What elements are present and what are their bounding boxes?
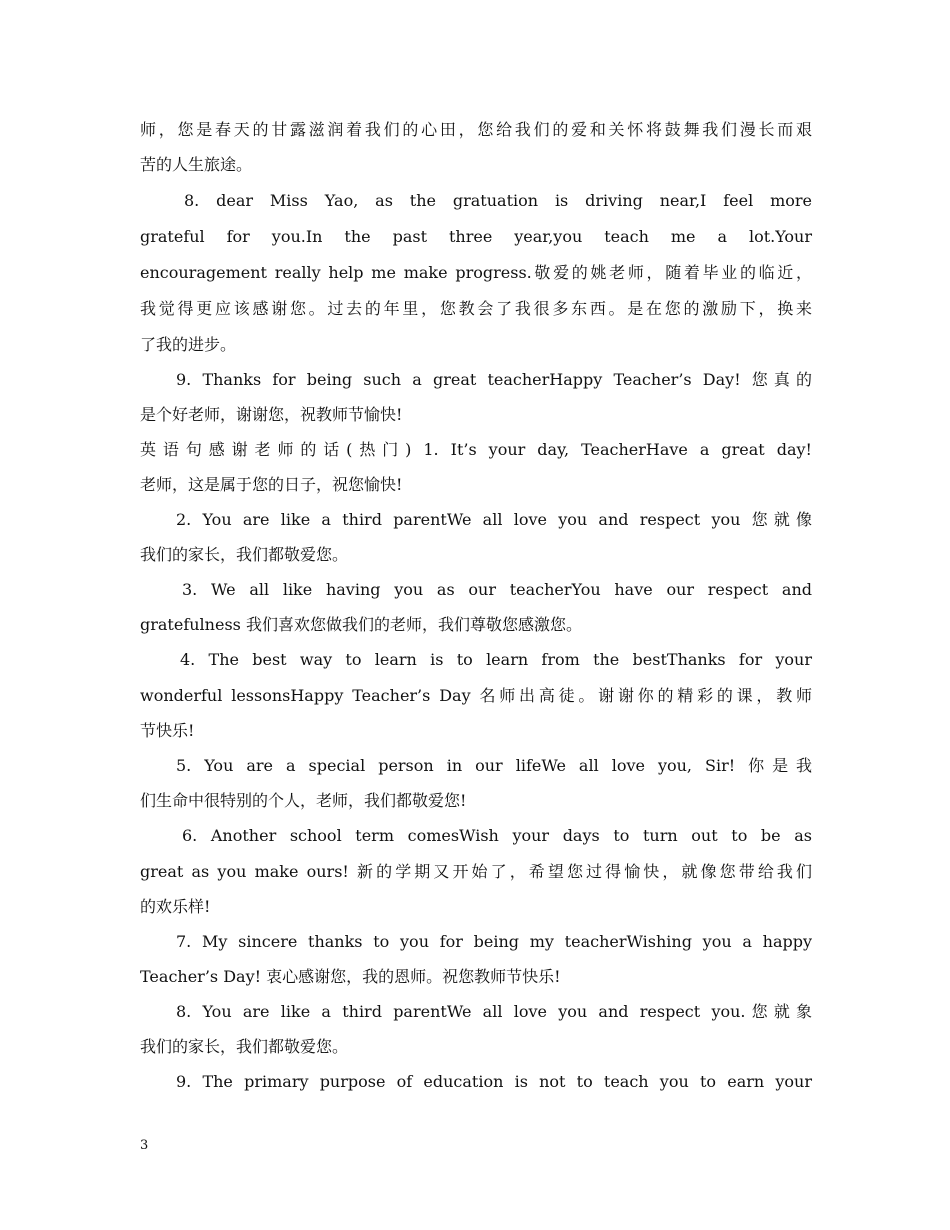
text-line: 2. You are like a third parentWe all love you and respect you 您就像 <box>176 510 812 529</box>
section-heading-line: 英语句感谢老师的话(热门) 1. It’s your day, TeacherHave a great day! <box>140 440 812 459</box>
text-line: 老师，这是属于您的日子，祝您愉快! <box>140 475 403 494</box>
text-line: 我们的家长，我们都敬爱您。 <box>140 1037 349 1056</box>
text-line: 苦的人生旅途。 <box>140 155 253 174</box>
text-line: wonderful lessonsHappy Teacher’s Day 名师出高徒。谢谢你的精彩的课，教师 <box>140 686 812 705</box>
text-line: 6. Another school term comesWish your days to turn out to be as <box>182 826 812 845</box>
text-line: 师，您是春天的甘露滋润着我们的心田，您给我们的爱和关怀将鼓舞我们漫长而艰 <box>140 120 812 139</box>
text-line: encouragement really help me make progress.敬爱的姚老师，随着毕业的临近， <box>140 263 812 282</box>
text-line: 节快乐! <box>140 721 195 740</box>
text-line: 了我的进步。 <box>140 335 237 354</box>
text-line: 是个好老师，谢谢您，祝教师节愉快! <box>140 405 403 424</box>
text-line: grateful for you.In the past three year,you teach me a lot.Your <box>140 227 812 246</box>
text-line: 我们的家长，我们都敬爱您。 <box>140 545 349 564</box>
text-line: gratefulness 我们喜欢您做我们的老师，我们尊敬您感激您。 <box>140 615 582 634</box>
text-line: 3. We all like having you as our teacherYou have our respect and <box>182 580 812 599</box>
text-line: great as you make ours! 新的学期又开始了，希望您过得愉快，就像您带给我们 <box>140 862 812 881</box>
text-line: 9. Thanks for being such a great teacherHappy Teacher’s Day! 您真的 <box>176 370 812 389</box>
text-line: 8. dear Miss Yao, as the gratuation is driving near,I feel more <box>184 191 812 210</box>
text-line: Teacher’s Day! 衷心感谢您，我的恩师。祝您教师节快乐! <box>140 967 561 986</box>
text-line: 7. My sincere thanks to you for being my teacherWishing you a happy <box>176 932 812 951</box>
text-line: 5. You are a special person in our lifeWe all love you, Sir! 你是我 <box>176 756 812 775</box>
text-line: 4. The best way to learn is to learn from the bestThanks for your <box>180 650 812 669</box>
text-line: 的欢乐样! <box>140 897 211 916</box>
text-line: 我觉得更应该感谢您。过去的年里，您教会了我很多东西。是在您的激励下，换来 <box>140 299 812 318</box>
text-line: 8. You are like a third parentWe all love you and respect you.您就象 <box>176 1002 812 1021</box>
page-number: 3 <box>140 1138 149 1153</box>
text-line: 9. The primary purpose of education is not to teach you to earn your <box>176 1072 812 1091</box>
text-line: 们生命中很特别的个人，老师，我们都敬爱您! <box>140 791 467 810</box>
